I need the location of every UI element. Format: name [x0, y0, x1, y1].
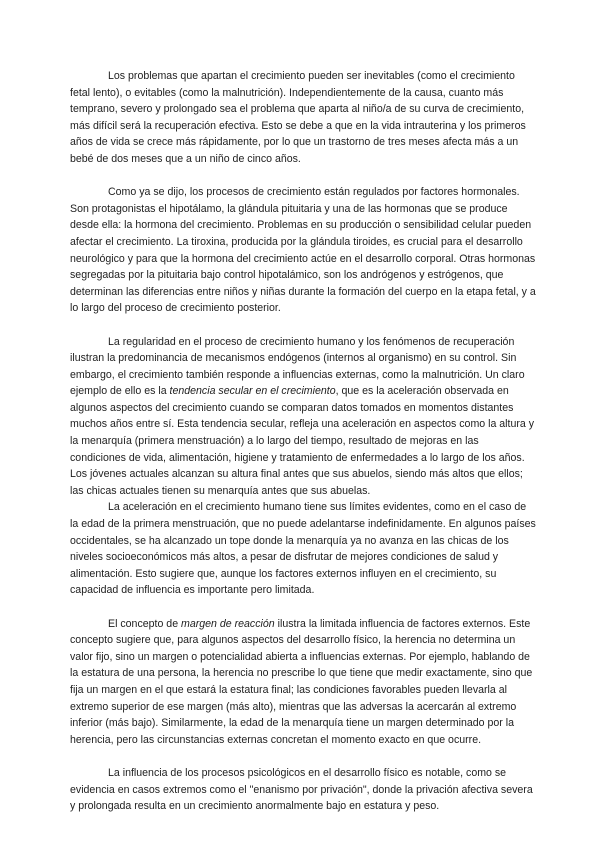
term-secular-trend: tendencia secular en el crecimiento: [169, 385, 336, 398]
paragraph-3: [70, 334, 536, 500]
paragraph-1-text: Los problemas que apartan el crecimiento pueden ser inevitables (como el crecimiento fetal lento), o evitables (como la malnutrición). Independientemente de la causa, cuanto más temprano, severo y prolongado sea el problema que aparta al niño/a de su curva de crecimiento, más difícil será la recuperación efectiva. Esto se debe a que en la vida intrauterina y los primeros años de vida se crece más rápidamente, por lo que un trastorno de tres meses afecta más a un bebé de dos meses que a un niño de cinco años.: [70, 70, 526, 165]
paragraph-3-text-end: , que es la aceleración observada en algunos aspectos del crecimiento cuando se comparan datos tomados en momentos distantes muchos años entre sí. Esta tendencia secular, refleja una aceleración en aspectos como la altura y la menarquía (primera menstruación) a lo largo del tiempo, resultado de mejoras en las condiciones de vida, alimentación, higiene y tratamiento de enfermedades a lo largo de los años. Los jóvenes actuales alcanzan su altura final antes que sus abuelos, siendo más altos que ellos; las chicas actuales tienen su menarquía antes que sus abuelas.: [70, 385, 535, 497]
paragraph-6-text: La influencia de los procesos psicológicos en el desarrollo físico es notable, como se evidencia en casos extremos como el "enanismo por privación", donde la privación afectiva severa y prolongada resulta en un crecimiento anormalmente bajo en estatura y peso.: [70, 766, 533, 813]
paragraph-4-text: La aceleración en el crecimiento humano tiene sus límites evidentes, como en el caso de la edad de la primera menstruación, que no puede adelantarse indefinidamente. En algunos países occidentales, se ha alcanzado un tope donde la menarquía ya no avanza en las chicas de los niveles socioeconómicos más altos, a pesar de disfrutar de mejores condiciones de salud y alimentación. Esto sugiere que, aunque los factores externos influyen en el crecimiento, su capacidad de influencia es importante pero limitada.: [70, 501, 536, 597]
paragraph-5-text-start: El concepto de: [108, 617, 182, 630]
paragraph-6: [70, 765, 536, 815]
paragraph-3-text-start: La regularidad en el proceso de crecimiento humano y los fenómenos de recuperación ilustran la predominancia de mecanismos endógenos (internos al organismo) en su control. Sin embargo, el crecimiento también responde a influencias externas, como la malnutrición. Un claro ejemplo de ello es la: [70, 335, 525, 398]
paragraph-2: [70, 184, 536, 317]
term-reaction-margin: margen de reacción: [181, 617, 275, 630]
paragraph-1: [70, 68, 536, 168]
document-page: [70, 68, 536, 815]
paragraph-5-text-end: ilustra la limitada influencia de factores externos. Este concepto sugiere que, para algunos aspectos del desarrollo físico, la herencia no determina un valor fijo, sino un margen o potencialidad abierta a influencias externas. Por ejemplo, hablando de la estatura de una persona, la herencia no prescribe lo que tiene que medir exactamente, sino que fija un margen en el que estará la estatura final; las condiciones favorables pueden llevarla al extremo superior de ese margen (más alto), mientras que las adversas la acercarán al extremo inferior (más bajo). Similarmente, la edad de la menarquía tiene un margen determinado por la herencia, pero las circunstancias externas concretan el momento exacto en que ocurre.: [70, 617, 533, 746]
paragraph-5: [70, 616, 536, 749]
paragraph-4: [70, 499, 536, 599]
paragraph-2-text: Como ya se dijo, los procesos de crecimiento están regulados por factores hormonales. Son protagonistas el hipotálamo, la glándula pituitaria y una de las hormonas que se produce desde ella: la hormona del crecimiento. Problemas en su producción o sensibilidad celular pueden afectar el crecimiento. La tiroxina, producida por la glándula tiroides, es crucial para el desarrollo neurológico y para que la hormona del crecimiento actúe en el desarrollo corporal. Otras hormonas segregadas por la pituitaria bajo control hipotalámico, son los andrógenos y estrógenos, que determinan las diferencias entre niños y niñas durante la formación del cuerpo en la etapa fetal, y a lo largo del proceso de crecimiento posterior.: [70, 186, 536, 315]
